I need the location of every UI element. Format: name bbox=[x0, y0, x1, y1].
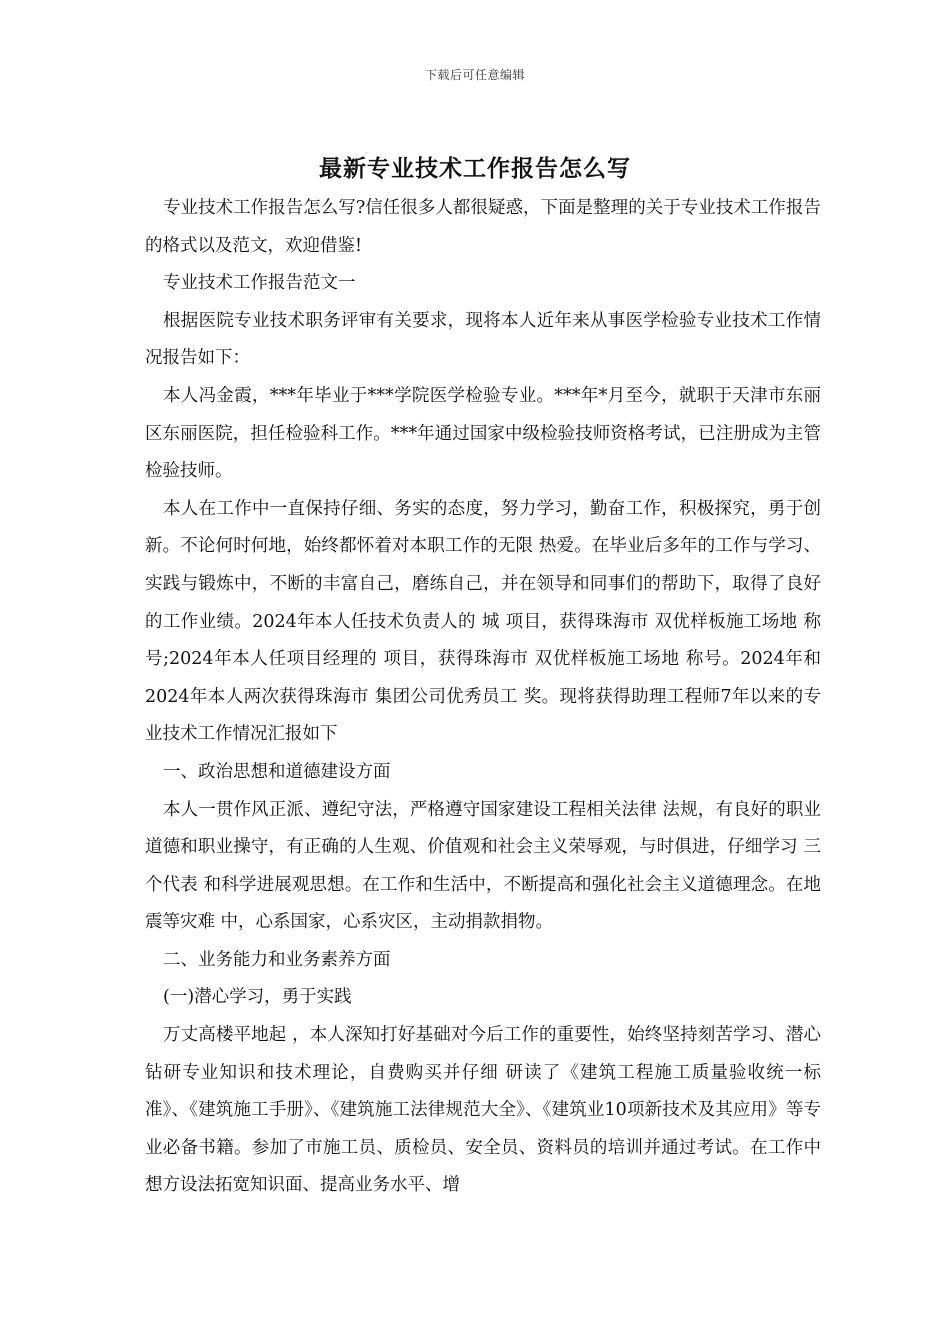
paragraph-report-purpose: 根据医院专业技术职务评审有关要求，现将本人近年来从事医学检验专业技术工作情况报告如下： bbox=[145, 310, 821, 369]
subsection-heading-study: (一)潜心学习，勇于实践 bbox=[163, 987, 352, 1008]
paragraph-intro: 专业技术工作报告怎么写?信任很多人都很疑惑，下面是整理的关于专业技术工作报告的格式以及范文，欢迎借鉴! bbox=[145, 198, 821, 256]
section-heading-political: 一、政治思想和道德建设方面 bbox=[163, 761, 391, 782]
paragraph-personal-background: 本人冯金霞，***年毕业于***学院医学检验专业。***年*月至今，就职于天津市东丽区东丽医院，担任检验科工作。***年通过国家中级检验技师资格考试，已注册成为主管检验技师。 bbox=[145, 385, 821, 482]
paragraph-political: 本人一贯作风正派、遵纪守法，严格遵守国家建设工程相关法律 法规，有良好的职业道德和职业操守，有正确的人生观、价值观和社会主义荣辱观，与时俱进，仔细学习 三个代表 和科学进展观思想。在工作和生活中，不断提高和强化社会主义道德理念。在地震等灾难 中，心系国家，心系灾区，主动捐款捐物。 bbox=[145, 799, 821, 933]
document-body bbox=[145, 190, 821, 1205]
paragraph-study: 万丈高楼平地起 ，本人深知打好基础对今后工作的重要性，始终坚持刻苦学习、潜心钻研专业知识和技术理论，自费购买并仔细 研读了《建筑工程施工质量验收统一标准》、《建筑施工手册》、《建筑施工法律规范大全》、《建筑业10项新技术及其应用》等专业必备书籍。参加了市施工员、质检员、安全员、资料员的培训并通过考试。在工作中想方设法拓宽知识面、提高业务水平、增 bbox=[145, 1025, 821, 1196]
section-heading-sample-one: 专业技术工作报告范文一 bbox=[163, 273, 356, 294]
section-heading-professional: 二、业务能力和业务素养方面 bbox=[163, 949, 391, 970]
document-title: 最新专业技术工作报告怎么写 bbox=[319, 155, 631, 182]
page-header-note: 下载后可任意编辑 bbox=[424, 68, 525, 82]
paragraph-work-attitude: 本人在工作中一直保持仔细、务实的态度，努力学习，勤奋工作，积极探究，勇于创新。不论何时何地，始终都怀着对本职工作的无限 热爱。在毕业后多年的工作与学习、实践与锻炼中，不断的丰富自己，磨练自己，并在领导和同事们的帮助下，取得了良好的工作业绩。2024年本人任技术负责人的 城 项目，获得珠海市 双优样板施工场地 称号;2024年本人任项目经理的 项目，获得珠海市 双优样板施工场地 称号。2024年和2024年本人两次获得珠海市 集团公司优秀员工 奖。现将获得助理工程师7年以来的专业技术工作情况汇报如下 bbox=[145, 498, 821, 745]
